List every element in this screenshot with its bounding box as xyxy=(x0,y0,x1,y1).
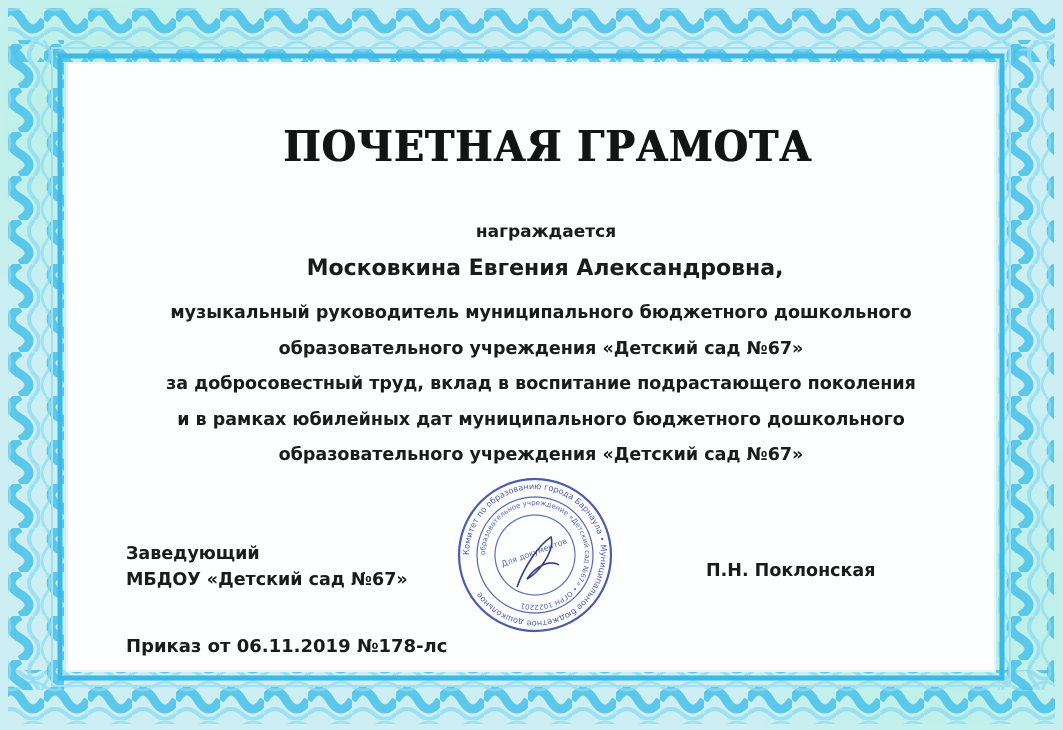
description-line: образовательного учреждения «Детский сад №67» xyxy=(278,338,804,359)
order-reference: Приказ от 06.11.2019 №178-лс xyxy=(126,636,448,657)
recipient-name: Московкина Евгения Александровна, xyxy=(306,256,784,281)
seal-center-text: Для документов xyxy=(500,536,569,569)
official-seal xyxy=(455,475,615,635)
signer-position xyxy=(126,541,408,593)
seal-inner-text: образовательное учреждение «Детский сад №67» • ОГРН 1022201 xyxy=(478,498,592,612)
description-line: за добросовестный труд, вклад в воспитание подрастающего поколения xyxy=(166,374,916,395)
seal-outer-text: Комитет по образованию города Барнаула • Муниципальное бюджетное дошкольное xyxy=(460,480,610,630)
certificate-title: ПОЧЕТНАЯ ГРАМОТА xyxy=(283,122,813,171)
description-line: музыкальный руководитель муниципального бюджетного дошкольного xyxy=(170,303,912,323)
awarded-label: награждается xyxy=(475,222,617,242)
signer-position-line: Заведующий xyxy=(126,544,260,564)
description-line: образовательного учреждения «Детский сад №67» xyxy=(278,445,804,466)
signer-position-line: МБДОУ «Детский сад №67» xyxy=(126,570,408,590)
signer-name: П.Н. Поклонская xyxy=(706,561,876,581)
award-description xyxy=(100,296,982,474)
description-line: и в рамках юбилейных дат муниципального бюджетного дошкольного xyxy=(177,409,905,430)
